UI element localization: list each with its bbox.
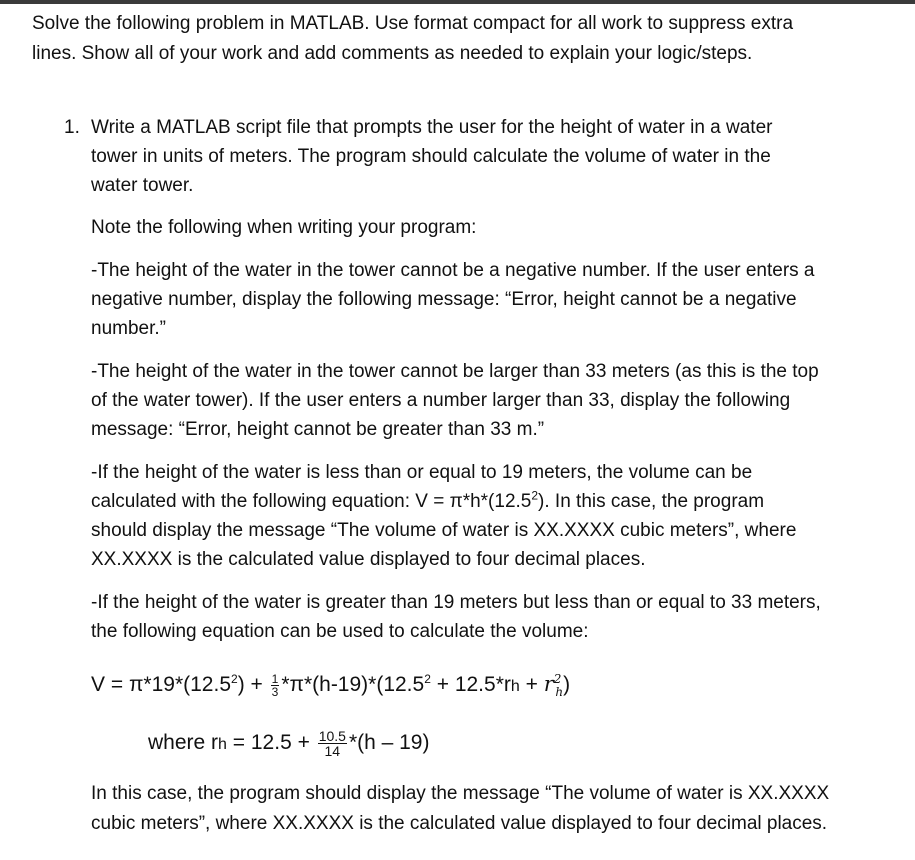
closing-line-1: In this case, the program should display the message “The volume of water is XX.XXXX [91,783,830,804]
max-rule-line-1: -The height of the water in the tower cannot be larger than 33 meters (as this is the top [91,361,819,382]
one-third-fraction: $\frac{1}{3}$ [271,671,279,699]
problem-line-1: Write a MATLAB script file that prompts the user for the height of water in a water [91,117,773,138]
high-rule-line-1: -If the height of the water is greater than 19 meters but less than or equal to 33 meters, [91,592,821,613]
closing-line-2: cubic meters”, where XX.XXXX is the calculated value displayed to four decimal places. [91,813,828,834]
radius-equation: where rh = 12.5 + $\frac{10.5}{14}$ *(h – 19) [148,728,430,759]
max-rule-line-2: of the water tower). If the user enters a number larger than 33, display the following [91,390,791,411]
high-rule-line-2: the following equation can be used to calculate the volume: [91,621,589,642]
top-border [0,0,915,4]
max-rule-line-3: message: “Error, height cannot be greater than 33 m.” [91,419,545,440]
note-heading: Note the following when writing your program: [91,217,477,238]
negative-rule-line-3: number.” [91,318,166,339]
low-rule-line-4: XX.XXXX is the calculated value displayed to four decimal places. [91,549,646,570]
volume-equation: $V = \pi*19*(12.5^2)$ + $\frac{1}{3}$ $*\pi*(h-19)*(12.5^2 + 12.5*rh + r^2_h)$ [91,671,571,700]
negative-rule-line-2: negative number, display the following message: “Error, height cannot be a negative [91,289,797,310]
intro-line-2: lines. Show all of your work and add comments as needed to explain your logic/steps. [32,43,753,64]
problem-line-3: water tower. [91,175,194,196]
intro-line-1: Solve the following problem in MATLAB. Use format compact for all work to suppress extra [32,13,794,34]
negative-rule-line-1: -The height of the water in the tower cannot be a negative number. If the user enters a [91,260,815,281]
low-rule-line-3: should display the message “The volume of water is XX.XXXX cubic meters”, where [91,520,797,541]
problem-number: 1. [64,117,80,138]
radius-fraction: $\frac{10.5}{14}$ [318,728,346,759]
low-rule-line-2: calculated with the following equation: $V = \pi*h*(12.5^2)$. In this case, the program [91,488,765,512]
low-rule-line-1: -If the height of the water is less than or equal to 19 meters, the volume can be [91,462,753,483]
problem-line-2: tower in units of meters. The program should calculate the volume of water in the [91,146,771,167]
